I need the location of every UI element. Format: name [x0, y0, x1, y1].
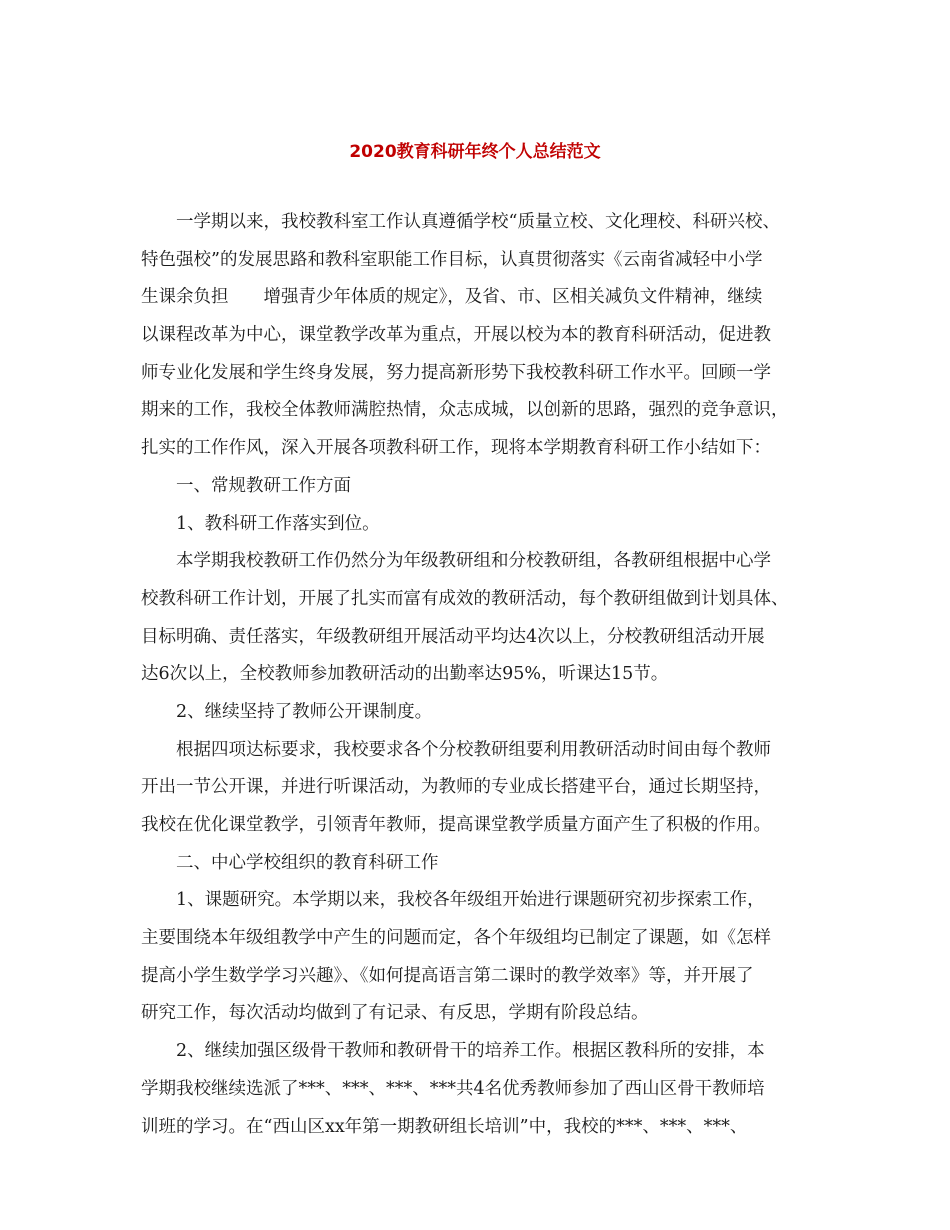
section-heading: 一、常规教研工作方面: [176, 475, 351, 496]
paragraph-line: 根据四项达标要求，我校要求各个分校教研组要利用教研活动时间由每个教师: [176, 739, 771, 760]
paragraph-line: 校教科研工作计划，开展了扎实而富有成效的教研活动，每个教研组做到计划具体、: [141, 588, 789, 609]
section-heading: 二、中心学校组织的教育科研工作: [176, 852, 439, 873]
paragraph-line: 2、继续加强区级骨干教师和教研骨干的培养工作。根据区教科所的安排，本: [176, 1041, 765, 1062]
paragraph-line: 特色强校”的发展思路和教科室职能工作目标，认真贯彻落实《云南省减轻中小学: [141, 249, 763, 270]
paragraph-line: 一学期以来，我校教科室工作认真遵循学校“质量立校、文化理校、科研兴校、: [176, 212, 780, 232]
paragraph-line: 开出一节公开课，并进行听课活动，为教师的专业成长搭建平台，通过长期坚持，: [141, 777, 771, 798]
paragraph-line: 师专业化发展和学生终身发展，努力提高新形势下我校教科研工作水平。回顾一学: [141, 362, 771, 383]
paragraph-line: 扎实的工作作风，深入开展各项教科研工作，现将本学期教育科研工作小结如下：: [141, 438, 771, 459]
paragraph-line: 训班的学习。在“西山区xx年第一期教研组长培训”中，我校的***、***、***、: [141, 1116, 748, 1137]
paragraph-line: 学期我校继续选派了***、***、***、***共4名优秀教师参加了西山区骨干教师培: [141, 1078, 765, 1099]
paragraph-line: 以课程改革为中心，课堂教学改革为重点，开展以校为本的教育科研活动，促进教: [141, 325, 771, 346]
document-title: 2020教育科研年终个人总结范文: [349, 142, 601, 162]
paragraph-line: 期来的工作，我校全体教师满腔热情，众志成城，以创新的思路，强烈的竞争意识，: [141, 400, 789, 421]
paragraph-line: 研究工作，每次活动均做到了有记录、有反思，学期有阶段总结。: [141, 1003, 649, 1024]
paragraph-line: 主要围绕本年级组教学中产生的问题而定，各个年级组均已制定了课题，如《怎样: [141, 928, 771, 949]
paragraph-line: 提高小学生数学学习兴趣》、《如何提高语言第二课时的教学效率》等，并开展了: [141, 965, 754, 986]
subsection-heading: 1、教科研工作落实到位。: [176, 513, 380, 534]
document-body: [141, 204, 821, 1146]
paragraph-line: 达6次以上，全校教师参加教研活动的出勤率达95%，听课达15节。: [141, 664, 669, 685]
paragraph-line: 1、课题研究。本学期以来，我校各年级组开始进行课题研究初步探索工作，: [176, 890, 765, 911]
paragraph-line: 我校在优化课堂教学，引领青年教师，提高课堂教学质量方面产生了积极的作用。: [141, 815, 771, 835]
paragraph-line: 生课余负担 增强青少年体质的规定》，及省、市、区相关减负文件精神，继续: [141, 287, 763, 308]
subsection-heading: 2、继续坚持了教师公开课制度。: [176, 701, 433, 722]
paragraph-line: 本学期我校教研工作仍然分为年级教研组和分校教研组，各教研组根据中心学: [176, 551, 771, 572]
paragraph-line: 目标明确、责任落实，年级教研组开展活动平均达4次以上，分校教研组活动开展: [141, 626, 765, 647]
